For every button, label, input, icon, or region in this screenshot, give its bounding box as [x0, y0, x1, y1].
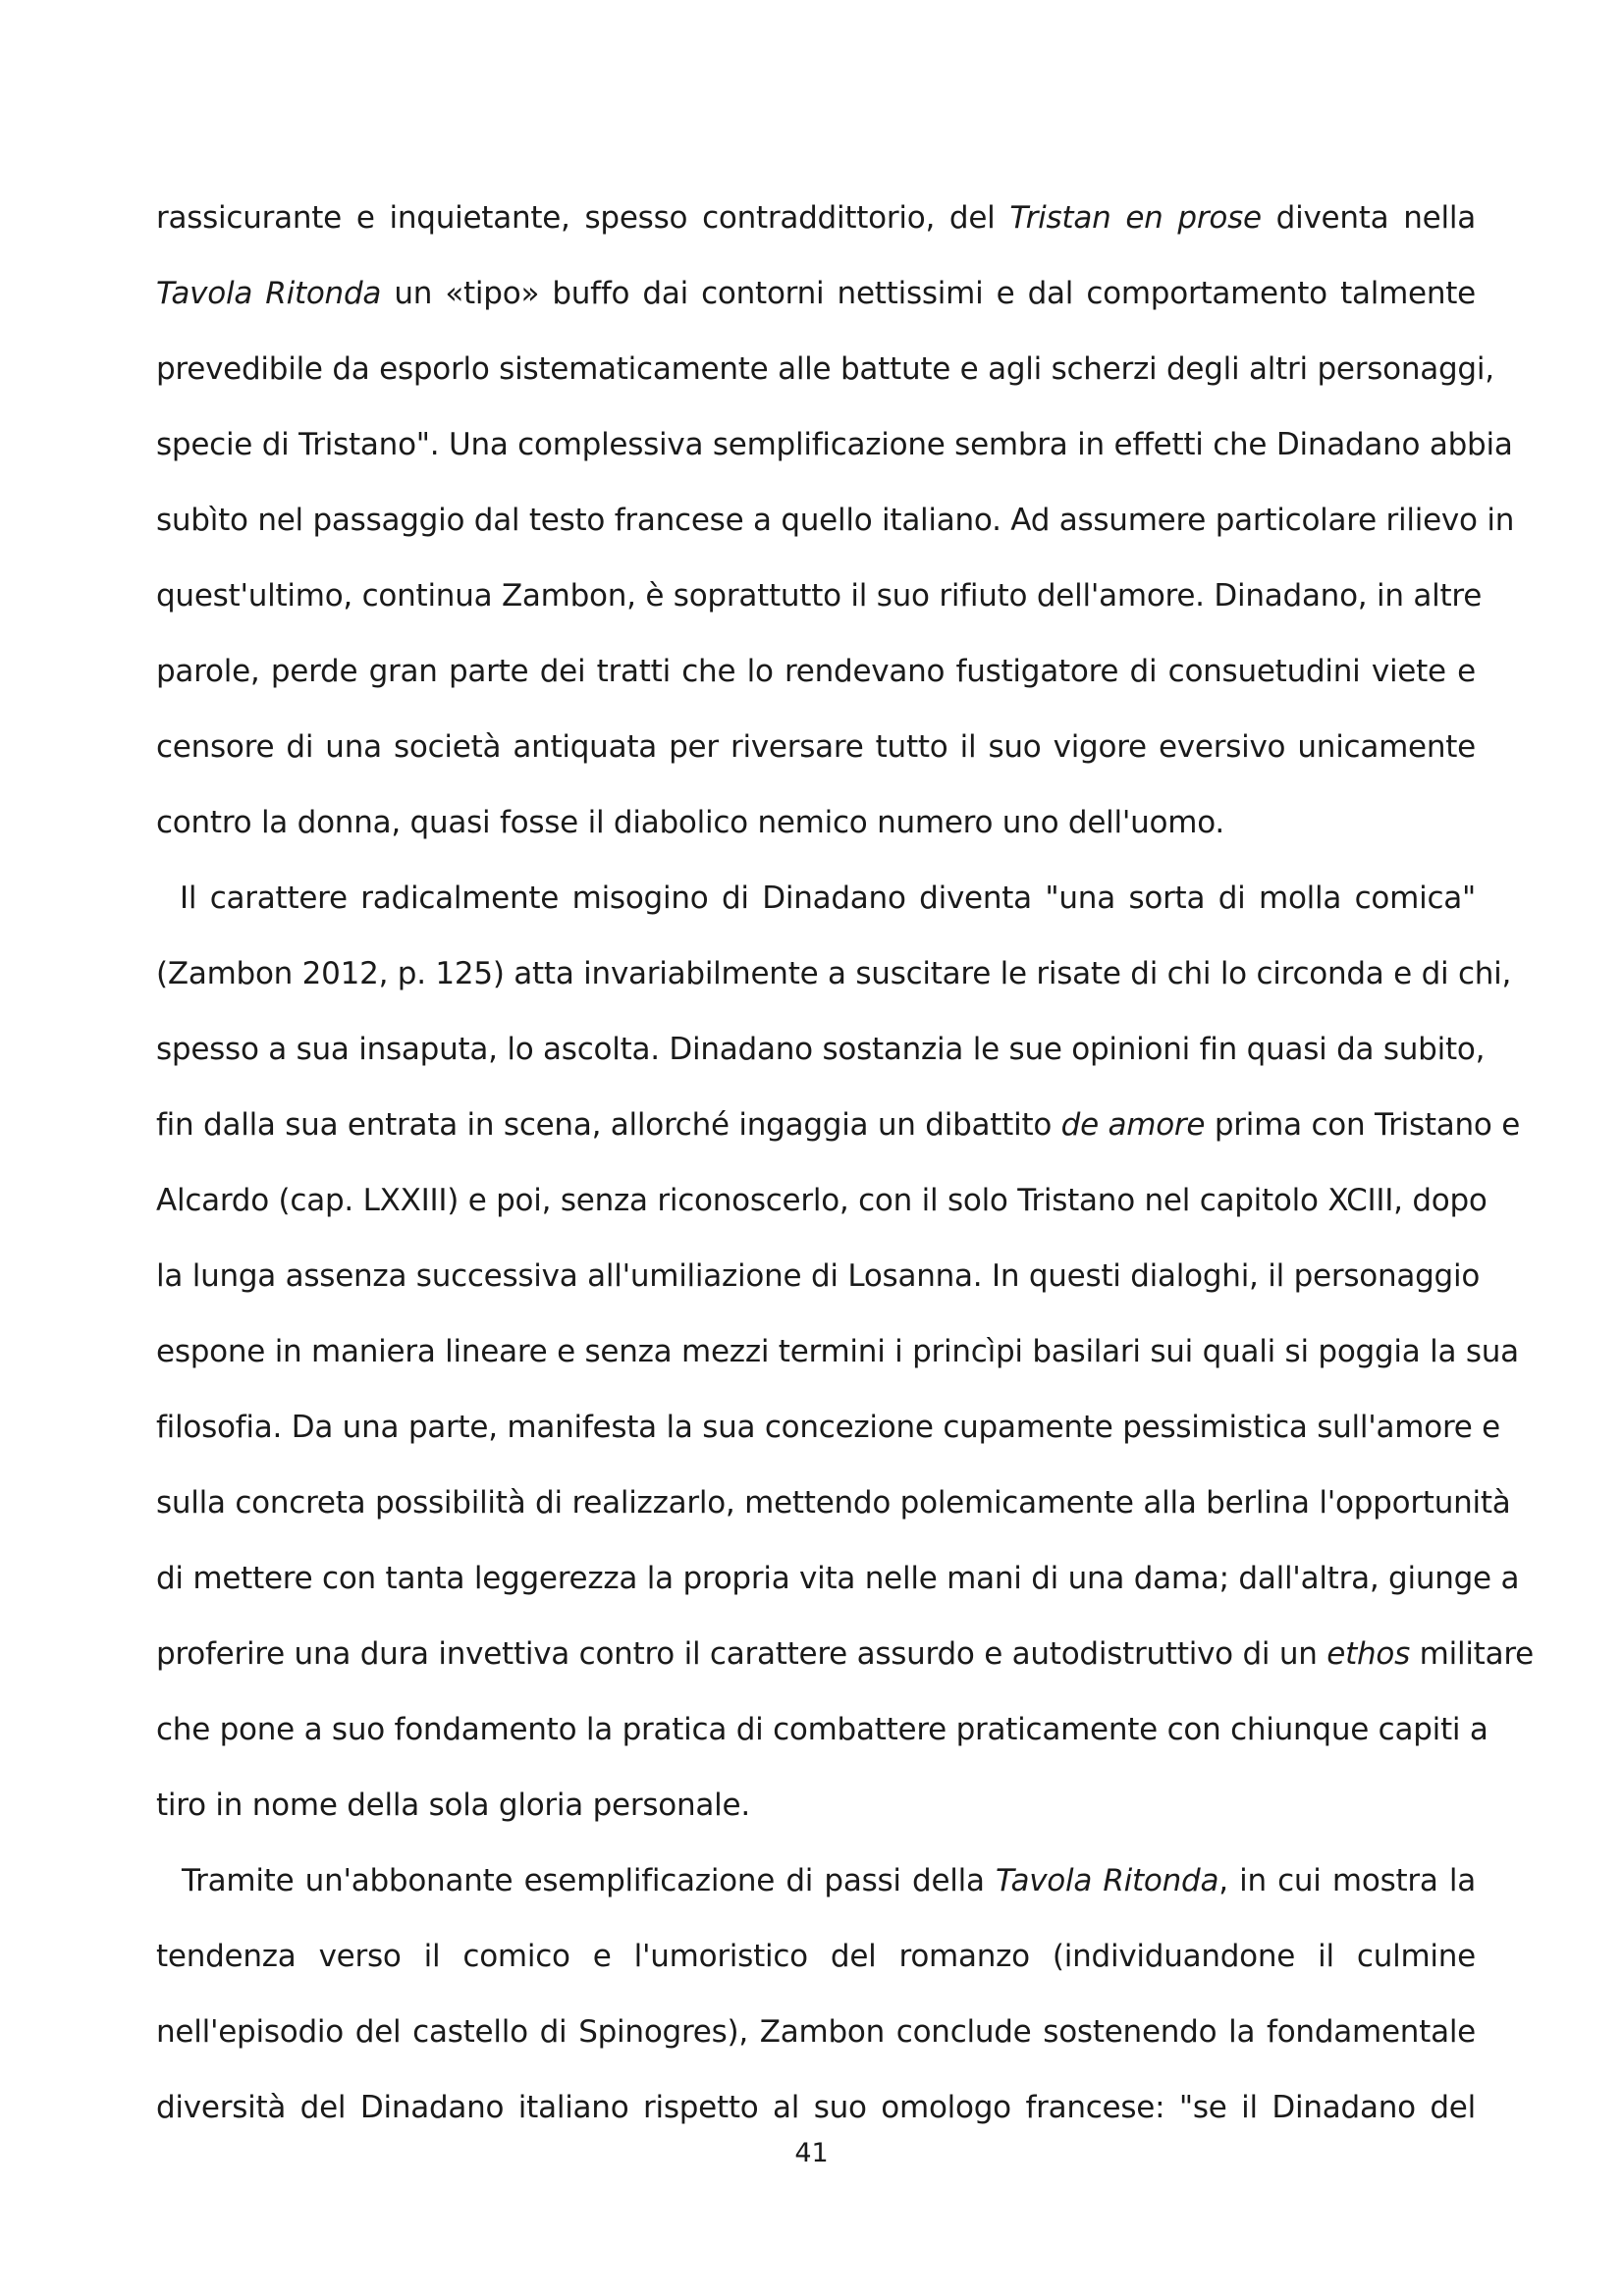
text-line: [156, 1314, 1519, 1390]
text-line: [156, 2070, 1476, 2146]
text-line: [156, 785, 1476, 861]
text-segment: tiro in nome della sola gloria personale.: [156, 1788, 750, 1823]
text-line: [156, 861, 1476, 936]
text-segment: la lunga assenza successiva all'umiliazione di Losanna. In questi dialoghi, il personaggio: [156, 1258, 1481, 1294]
text-segment: censore di una società antiquata per riversare tutto il suo vigore eversivo unicamente: [156, 729, 1476, 765]
text-segment: subìto nel passaggio dal testo francese a quello italiano. Ad assumere particolare rilievo in: [156, 503, 1515, 538]
text-segment: specie di Tristano". Una complessiva semplificazione sembra in effetti che Dinadano abbia: [156, 427, 1513, 462]
italic-title: ethos: [1326, 1636, 1411, 1672]
text-segment: militare: [1410, 1636, 1534, 1672]
page-number: 41: [794, 2138, 829, 2168]
text-segment: rassicurante e inquietante, spesso contraddittorio, del: [156, 200, 1010, 236]
text-line: [156, 710, 1476, 785]
text-segment: Il carattere radicalmente misogino di Dinadano diventa "una sorta di molla comica": [180, 881, 1476, 916]
text-segment: parole, perde gran parte dei tratti che lo rendevano fustigatore di consuetudini viete e: [156, 654, 1476, 689]
paragraph: [156, 1843, 1476, 2146]
text-segment: nell'episodio del castello di Spinogres), Zambon conclude sostenendo la fondamentale: [156, 2014, 1476, 2050]
text-segment: che pone a suo fondamento la pratica di combattere praticamente con chiunque capiti a: [156, 1712, 1488, 1747]
text-line: [156, 1012, 1486, 1088]
italic-title: Tristan en prose: [1009, 200, 1262, 236]
italic-title: Tavola Ritonda: [996, 1863, 1219, 1898]
text-line: [156, 483, 1515, 559]
text-line: [156, 1541, 1520, 1617]
text-segment: tendenza verso il comico e l'umoristico del romanzo (individuandone il culmine: [156, 1939, 1476, 1974]
paragraph: [156, 181, 1515, 861]
text-line: [156, 1919, 1476, 1995]
text-line: [156, 1466, 1511, 1541]
text-segment: sulla concreta possibilità di realizzarlo, mettendo polemicamente alla berlina l'opportunità: [156, 1485, 1511, 1521]
text-segment: , in cui mostra la: [1218, 1863, 1477, 1898]
text-segment: Tramite un'abbonante esemplificazione di passi della: [182, 1863, 997, 1898]
text-line: [156, 1768, 1476, 1843]
paragraph: [156, 861, 1534, 1843]
text-line: [156, 1088, 1521, 1163]
text-line: [156, 1390, 1501, 1466]
text-line: [156, 332, 1494, 407]
text-line: [156, 1239, 1481, 1314]
body-text: [156, 181, 1534, 2146]
text-segment: (Zambon 2012, p. 125) atta invariabilmente a suscitare le risate di chi lo circonda e di chi,: [156, 956, 1512, 991]
text-line: [156, 1692, 1488, 1768]
text-line: [156, 936, 1512, 1012]
text-segment: prima con Tristano e: [1205, 1107, 1521, 1143]
text-line: [156, 559, 1483, 634]
text-segment: quest'ultimo, continua Zambon, è soprattutto il suo rifiuto dell'amore. Dinadano, in altre: [156, 578, 1483, 614]
italic-title: de amore: [1060, 1107, 1206, 1143]
text-segment: proferire una dura invettiva contro il carattere assurdo e autodistruttivo di un: [156, 1636, 1327, 1672]
text-segment: diventa nella: [1261, 200, 1476, 236]
text-segment: un «tipo» buffo dai contorni nettissimi e dal comportamento talmente: [381, 276, 1476, 311]
text-segment: diversità del Dinadano italiano rispetto al suo omologo francese: "se il Dinadano del: [156, 2090, 1476, 2125]
text-line: [156, 1163, 1488, 1239]
text-segment: filosofia. Da una parte, manifesta la sua concezione cupamente pessimistica sull'amore e: [156, 1410, 1501, 1445]
text-segment: prevedibile da esporlo sistematicamente alle battute e agli scherzi degli altri personaggi,: [156, 351, 1494, 387]
text-segment: Alcardo (cap. LXXIII) e poi, senza riconoscerlo, con il solo Tristano nel capitolo XCIII, dopo: [156, 1183, 1488, 1218]
text-line: [156, 1843, 1476, 1919]
text-line: [156, 256, 1476, 332]
text-segment: spesso a sua insaputa, lo ascolta. Dinadano sostanzia le sue opinioni fin quasi da subito,: [156, 1032, 1486, 1067]
text-segment: espone in maniera lineare e senza mezzi termini i princìpi basilari sui quali si poggia la sua: [156, 1334, 1519, 1369]
text-segment: contro la donna, quasi fosse il diabolico nemico numero uno dell'uomo.: [156, 805, 1224, 840]
text-segment: di mettere con tanta leggerezza la propria vita nelle mani di una dama; dall'altra, giunge a: [156, 1561, 1520, 1596]
text-line: [156, 407, 1513, 483]
italic-title: Tavola Ritonda: [156, 276, 382, 311]
text-line: [156, 181, 1476, 256]
text-line: [156, 1995, 1476, 2070]
text-line: [156, 1617, 1534, 1692]
text-line: [156, 634, 1476, 710]
text-segment: fin dalla sua entrata in scena, allorché ingaggia un dibattito: [156, 1107, 1061, 1143]
